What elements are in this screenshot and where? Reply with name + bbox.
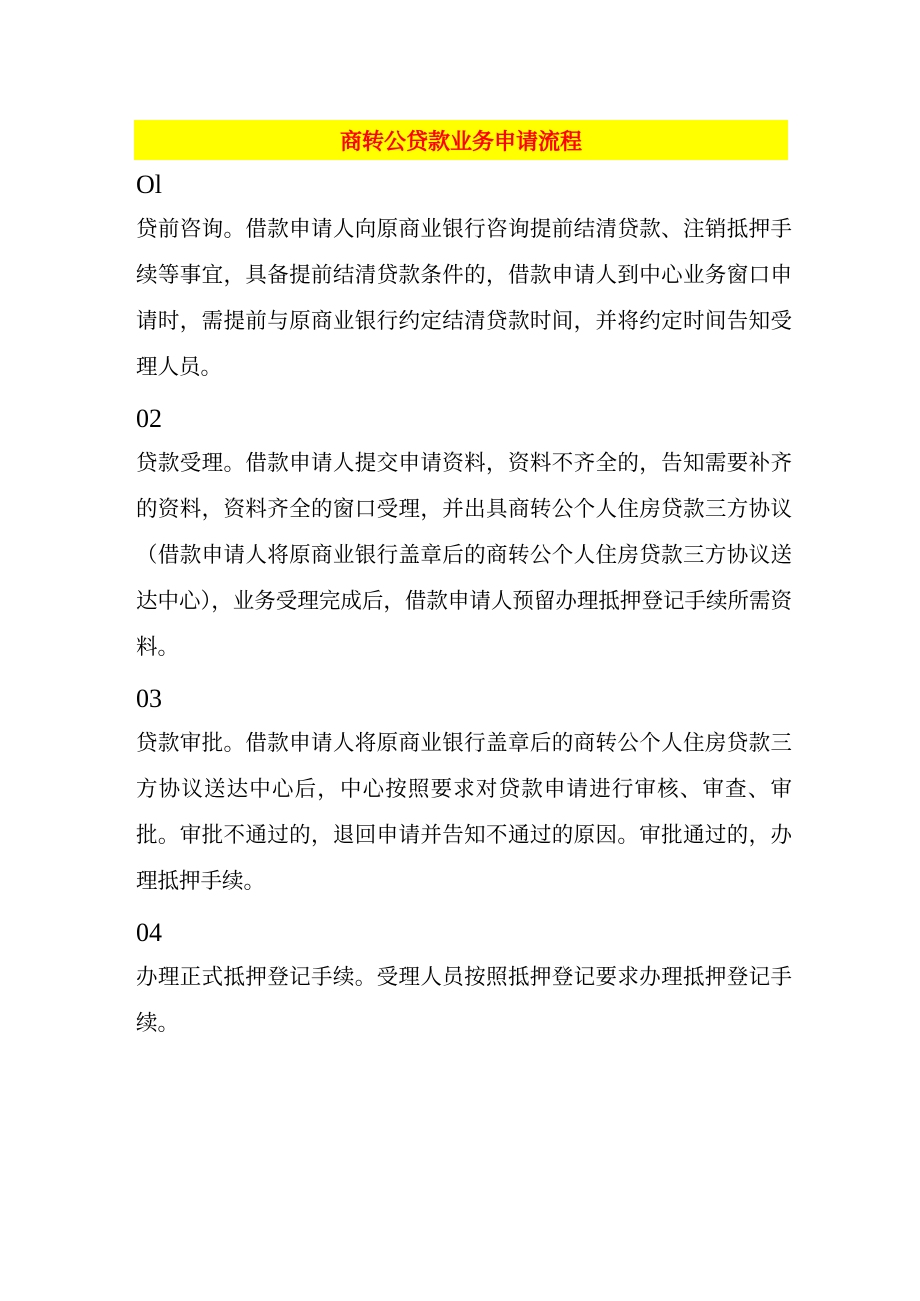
step-item <box>136 163 792 391</box>
step-number: 03 <box>136 684 162 713</box>
document-title: 商转公贷款业务申请流程 <box>339 129 582 155</box>
step-description: 贷前咨询。借款申请人向原商业银行咨询提前结清贷款、注销抵押手续等事宜，具备提前结清贷款条件的，借款申请人到中心业务窗口申请时，需提前与原商业银行约定结清贷款时间，并将约定时间告知受理人员。 <box>136 217 792 380</box>
step-item <box>136 397 792 671</box>
step-number: 04 <box>136 918 162 947</box>
title-banner <box>134 120 788 160</box>
step-description: 贷款受理。借款申请人提交申请资料，资料不齐全的，告知需要补齐的资料，资料齐全的窗口受理，并出具商转公个人住房贷款三方协议（借款申请人将原商业银行盖章后的商转公个人住房贷款三方协议送达中心），业务受理完成后，借款申请人预留办理抵押登记手续所需资料。 <box>136 451 792 660</box>
step-description: 贷款审批。借款申请人将原商业银行盖章后的商转公个人住房贷款三方协议送达中心后，中心按照要求对贷款申请进行审核、审查、审批。审批不通过的，退回申请并告知不通过的原因。审批通过的，办理抵押手续。 <box>136 731 792 894</box>
step-item <box>136 911 792 1047</box>
step-description: 办理正式抵押登记手续。受理人员按照抵押登记要求办理抵押登记手续。 <box>136 965 792 1036</box>
steps-list <box>136 163 792 1053</box>
step-number: Ol <box>136 170 162 199</box>
step-number: 02 <box>136 404 162 433</box>
step-item <box>136 677 792 905</box>
